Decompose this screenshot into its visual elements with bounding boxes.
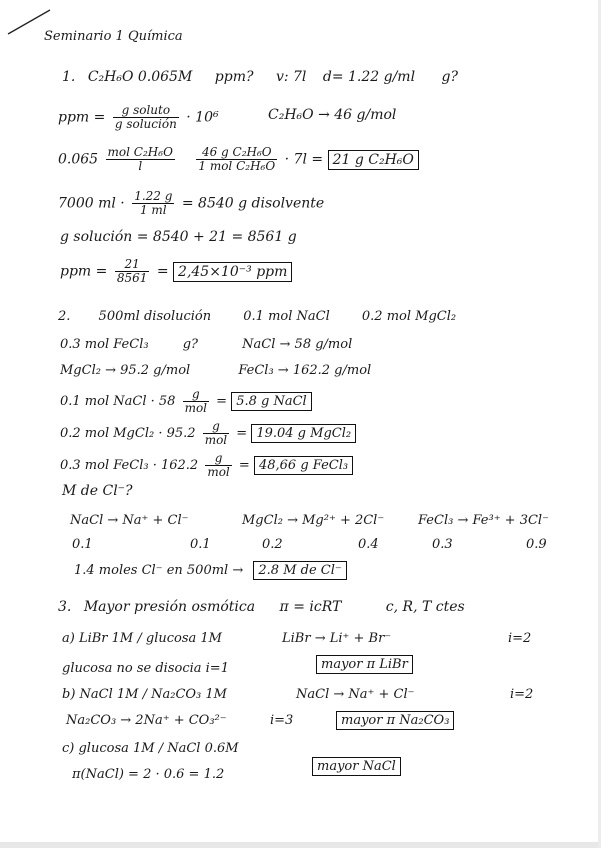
p2-eq-nacl: NaCl → Na⁺ + Cl⁻ bbox=[70, 513, 189, 528]
p1-line-2: ppm = $\frac{\text{g soluto}}{\text{g solución}}$ · 10⁶ bbox=[58, 103, 219, 131]
p3-line-7a: π(NaCl) = 2 · 0.6 = 1.2 bbox=[72, 767, 225, 782]
result-box-ppm: 2,45×10⁻³ ppm bbox=[173, 262, 292, 282]
result-box-molarity: 2.8 M de Cl⁻ bbox=[253, 561, 346, 580]
p3-line-4b: NaCl → Na⁺ + Cl⁻ bbox=[296, 687, 415, 702]
result-box-mgcl2: 19.04 g MgCl₂ bbox=[251, 424, 356, 443]
p3-number: 3. bbox=[58, 599, 72, 615]
p3-line-4a: b) NaCl 1M / Na₂CO₃ 1M bbox=[62, 687, 227, 702]
p2-number: 2. bbox=[58, 309, 71, 324]
p1-molar-mass: C₂H₆O → 46 g/mol bbox=[268, 107, 397, 123]
p1-number: 1. bbox=[62, 69, 76, 85]
p2-line-3: MgCl₂ → 95.2 g/mol FeCl₃ → 162.2 g/mol bbox=[60, 363, 372, 378]
ppm-fraction: $\frac{\text{g soluto}}{\text{g solución}}$ bbox=[114, 103, 177, 131]
p1-line-3: 0.065 $\frac{\text{mol C₂H₆O}}{l}$ $\frac{\text{46 g C₂H₆O}}{\text{1 mol C₂H₆O}}$ · 7l = 21 g C₂H₆O bbox=[58, 146, 419, 173]
p3-line-1: 3. Mayor presión osmótica π = icRT c, R, T ctes bbox=[58, 599, 465, 615]
page-title: Seminario 1 Química bbox=[44, 29, 183, 44]
p1-line-5: g solución = 8540 + 21 = 8561 g bbox=[60, 229, 297, 245]
p3-line-5b: i=3 bbox=[270, 713, 294, 728]
p1-line-4: 7000 ml · $\frac{1.22 g}{1 ml}$ = 8540 g disolvente bbox=[58, 189, 325, 217]
p3-line-5a: Na₂CO₃ → 2Na⁺ + CO₃²⁻ bbox=[66, 713, 227, 728]
p3-line-6a: c) glucosa 1M / NaCl 0.6M bbox=[62, 741, 239, 756]
p2-line-10: 1.4 moles Cl⁻ en 500ml → 2.8 M de Cl⁻ bbox=[74, 562, 347, 580]
result-box-fecl3: 48,66 g FeCl₃ bbox=[254, 456, 353, 475]
result-box-nacl: 5.8 g NaCl bbox=[231, 392, 312, 411]
result-box-libr: mayor π LiBr bbox=[316, 656, 413, 674]
p3-line-3a: glucosa no se disocia i=1 bbox=[62, 661, 229, 676]
p2-eq-mgcl2: MgCl₂ → Mg²⁺ + 2Cl⁻ bbox=[242, 513, 385, 528]
p3-line-2c: i=2 bbox=[508, 631, 532, 646]
page-edge-bottom bbox=[0, 842, 601, 848]
p2-line-6: 0.3 mol FeCl₃ · 162.2 $\frac{g}{\text{mol}}$ = 48,66 g FeCl₃ bbox=[60, 452, 353, 479]
result-box-nacl-final: mayor NaCl bbox=[312, 758, 401, 776]
p2-line-2: 0.3 mol FeCl₃ g? NaCl → 58 g/mol bbox=[60, 337, 353, 352]
p2-line-1: 2. 500ml disolución 0.1 mol NaCl 0.2 mol MgCl₂ bbox=[58, 309, 457, 324]
p1-line-1: 1. C₂H₆O 0.065M ppm? v: 7l d= 1.22 g/ml g? bbox=[62, 69, 458, 85]
p2-line-5: 0.2 mol MgCl₂ · 95.2 $\frac{g}{\text{mol}}$ = 19.04 g MgCl₂ bbox=[60, 420, 356, 447]
p3-line-2a: a) LiBr 1M / glucosa 1M bbox=[62, 631, 222, 646]
p2-line-7: M de Cl⁻? bbox=[62, 483, 133, 499]
p2-eq-fecl3: FeCl₃ → Fe³⁺ + 3Cl⁻ bbox=[418, 513, 549, 528]
p1-line-6: ppm = $\frac{21}{8561}$ = 2,45×10⁻³ ppm bbox=[60, 258, 292, 285]
p3-line-2b: LiBr → Li⁺ + Br⁻ bbox=[282, 631, 392, 646]
result-box-na2co3: mayor π Na₂CO₃ bbox=[336, 712, 454, 730]
p2-line-4: 0.1 mol NaCl · 58 $\frac{g}{\text{mol}}$ = 5.8 g NaCl bbox=[60, 388, 312, 415]
result-box-21g: 21 g C₂H₆O bbox=[328, 150, 419, 170]
p3-line-4c: i=2 bbox=[510, 687, 534, 702]
